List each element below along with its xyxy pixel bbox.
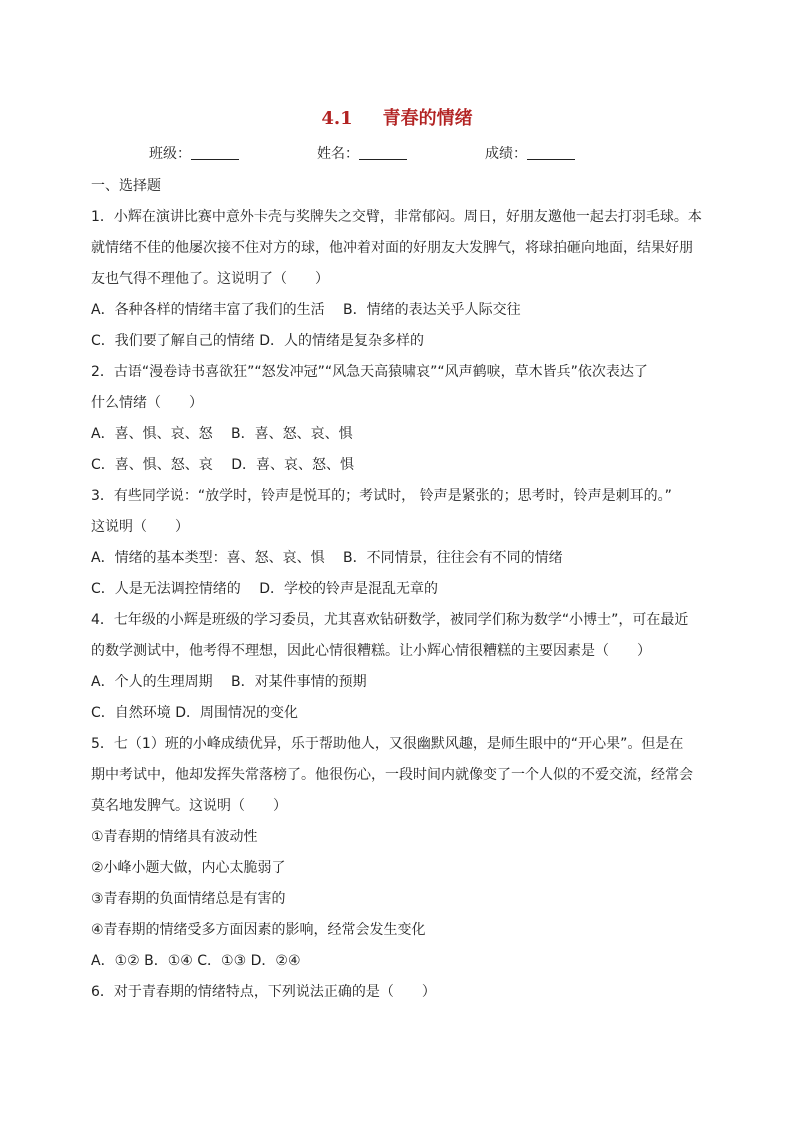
class-blank[interactable] (191, 145, 239, 160)
question-1-line-2: 就情绪不佳的他屡次接不住对方的球，他冲着对面的好朋友大发脾气，将球拍砸向地面，结果好朋 (91, 240, 693, 256)
score-label: 成绩： (485, 146, 527, 162)
question-4-line-1: 4．七年级的小辉是班级的学习委员，尤其喜欢钻研数学，被同学们称为数学“小博士”，可在最近 (91, 612, 689, 628)
question-5-line-2: 期中考试中，他却发挥失常落榜了。他很伤心，一段时间内就像变了一个人似的不爱交流，经常会 (91, 767, 693, 783)
question-2-options-ab: A．喜、惧、哀、怒 B．喜、怒、哀、惧 (91, 426, 353, 442)
lesson-number: 4.1 (321, 108, 353, 129)
name-blank[interactable] (359, 145, 407, 160)
question-5-line-3: 莫名地发脾气。这说明（ ） (91, 798, 287, 814)
question-5-statement-1: ①青春期的情绪具有波动性 (91, 829, 258, 845)
score-field (485, 143, 575, 163)
question-1-options-ab: A．各种各样的情绪丰富了我们的生活 B．情绪的表达关乎人际交往 (91, 302, 521, 318)
question-5-line-1: 5．七（1）班的小峰成绩优异，乐于帮助他人，又很幽默风趣，是师生眼中的“开心果”。但是在 (91, 736, 684, 752)
question-2-line-2: 什么情绪（ ） (91, 395, 203, 411)
name-field (317, 143, 407, 163)
score-blank[interactable] (527, 145, 575, 160)
page-title (0, 104, 794, 130)
section-heading: 一、选择题 (91, 178, 161, 194)
question-6-line-1: 6．对于青春期的情绪特点，下列说法正确的是（ ） (91, 984, 436, 1000)
question-3-options-ab: A．情绪的基本类型：喜、怒、哀、惧 B．不同情景，往往会有不同的情绪 (91, 550, 563, 566)
question-2-options-cd: C．喜、惧、怒、哀 D．喜、哀、怒、惧 (91, 457, 355, 473)
question-4-line-2: 的数学测试中，他考得不理想，因此心情很糟糕。让小辉心情很糟糕的主要因素是（ ） (91, 643, 651, 659)
lesson-title: 青春的情绪 (382, 108, 473, 129)
question-1-options-cd: C．我们要了解自己的情绪 D．人的情绪是复杂多样的 (91, 333, 425, 349)
question-5-statement-2: ②小峰小题大做，内心太脆弱了 (91, 860, 286, 876)
question-5-statement-3: ③青春期的负面情绪总是有害的 (91, 891, 286, 907)
question-content (91, 171, 711, 1008)
question-4-options-cd: C．自然环境 D．周围情况的变化 (91, 705, 299, 721)
class-label: 班级： (149, 146, 191, 162)
class-field (149, 143, 239, 163)
question-1-line-3: 友也气得不理他了。这说明了（ ） (91, 271, 329, 287)
question-3-line-2: 这说明（ ） (91, 519, 189, 535)
question-2-line-1: 2．古语“漫卷诗书喜欲狂”“怒发冲冠”“风急天高猿啸哀”“风声鹤唳，草木皆兵”依次表达了 (91, 364, 648, 380)
question-4-options-ab: A．个人的生理周期 B．对某件事情的预期 (91, 674, 367, 690)
question-3-options-cd: C．人是无法调控情绪的 D．学校的铃声是混乱无章的 (91, 581, 439, 597)
question-5-statement-4: ④青春期的情绪受多方面因素的影响，经常会发生变化 (91, 922, 426, 938)
question-3-line-1: 3．有些同学说：“放学时，铃声是悦耳的；考试时， 铃声是紧张的；思考时，铃声是刺耳的。” (91, 488, 672, 504)
name-label: 姓名： (317, 146, 359, 162)
question-1-line-1: 1．小辉在演讲比赛中意外卡壳与奖牌失之交臂，非常郁闷。周日，好朋友邀他一起去打羽毛球。本 (91, 209, 702, 225)
question-5-options: A．①② B．①④ C．①③ D．②④ (91, 953, 301, 969)
